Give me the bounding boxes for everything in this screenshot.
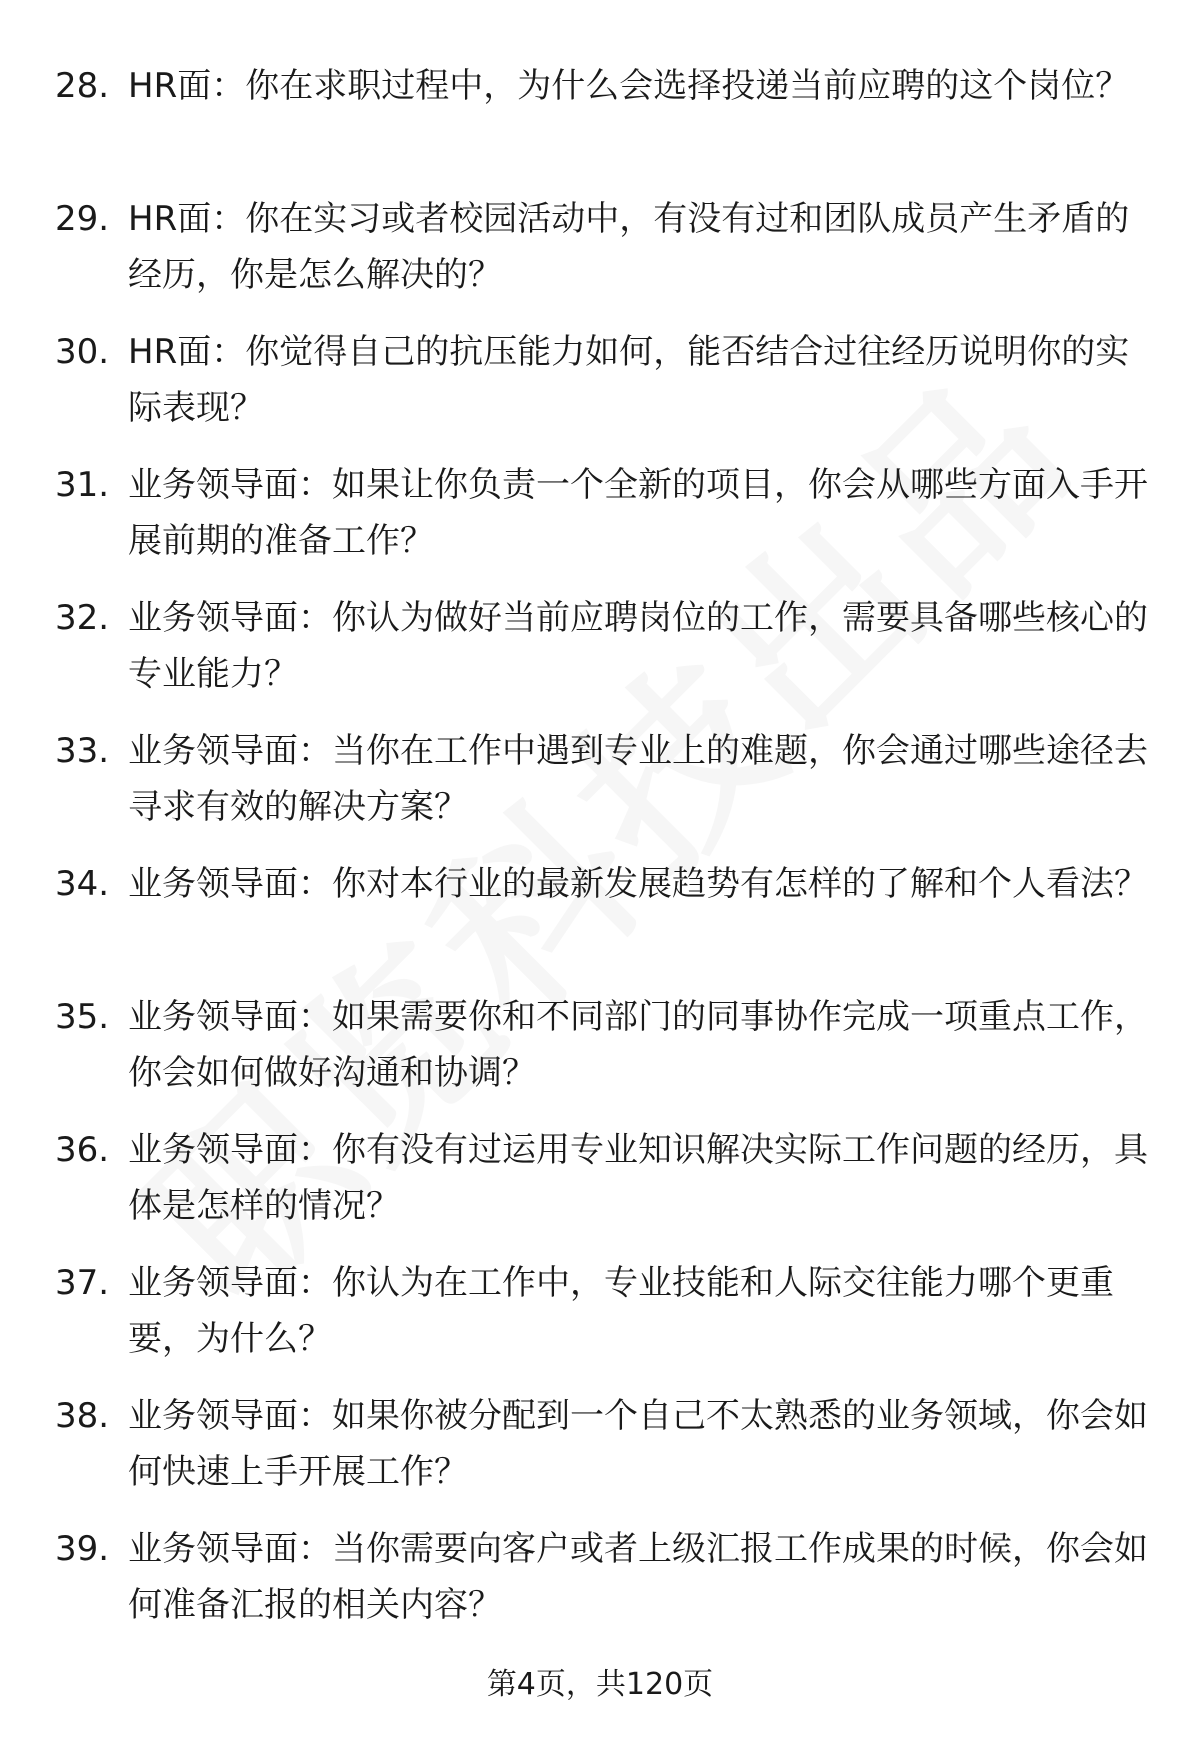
question-text: HR面：你在求职过程中，为什么会选择投递当前应聘的这个岗位？ (128, 66, 1130, 106)
question-text: 业务领导面：你认为在工作中，专业技能和人际交往能力哪个更重要，为什么？ (128, 1263, 1114, 1359)
question-item (0, 457, 1200, 590)
question-number: 28. (55, 66, 110, 106)
question-item (0, 58, 1200, 191)
question-text: 业务领导面：你有没有过运用专业知识解决实际工作问题的经历，具体是怎样的情况？ (128, 1130, 1148, 1226)
question-item (0, 856, 1200, 989)
question-number: 36. (55, 1130, 110, 1170)
question-item (0, 989, 1200, 1122)
question-text: 业务领导面：如果你被分配到一个自己不太熟悉的业务领域，你会如何快速上手开展工作？ (128, 1396, 1148, 1492)
question-list (0, 58, 1200, 1654)
question-text: 业务领导面：当你在工作中遇到专业上的难题，你会通过哪些途径去寻求有效的解决方案？ (128, 731, 1148, 827)
question-item (0, 1521, 1200, 1654)
page-number: 第4页，共120页 (486, 1667, 714, 1702)
question-text: 业务领导面：你认为做好当前应聘岗位的工作，需要具备哪些核心的专业能力？ (128, 598, 1148, 694)
question-number: 39. (55, 1529, 110, 1569)
question-number: 32. (55, 598, 110, 638)
question-text: HR面：你觉得自己的抗压能力如何，能否结合过往经历说明你的实际表现？ (128, 332, 1130, 428)
question-number: 34. (55, 864, 110, 904)
question-item (0, 324, 1200, 457)
question-number: 37. (55, 1263, 110, 1303)
question-number: 29. (55, 199, 110, 239)
question-text: 业务领导面：你对本行业的最新发展趋势有怎样的了解和个人看法？ (128, 864, 1148, 904)
question-item (0, 1255, 1200, 1388)
question-item (0, 1388, 1200, 1521)
question-number: 31. (55, 465, 110, 505)
question-item (0, 590, 1200, 723)
question-number: 38. (55, 1396, 110, 1436)
question-item (0, 1122, 1200, 1255)
question-number: 30. (55, 332, 110, 372)
question-text: HR面：你在实习或者校园活动中，有没有过和团队成员产生矛盾的经历，你是怎么解决的？ (128, 199, 1130, 295)
question-text: 业务领导面：当你需要向客户或者上级汇报工作成果的时候，你会如何准备汇报的相关内容？ (128, 1529, 1148, 1625)
question-item (0, 191, 1200, 324)
question-number: 35. (55, 997, 110, 1037)
question-item (0, 723, 1200, 856)
question-text: 业务领导面：如果需要你和不同部门的同事协作完成一项重点工作，你会如何做好沟通和协调？ (128, 997, 1148, 1093)
question-text: 业务领导面：如果让你负责一个全新的项目，你会从哪些方面入手开展前期的准备工作？ (128, 465, 1148, 561)
question-number: 33. (55, 731, 110, 771)
